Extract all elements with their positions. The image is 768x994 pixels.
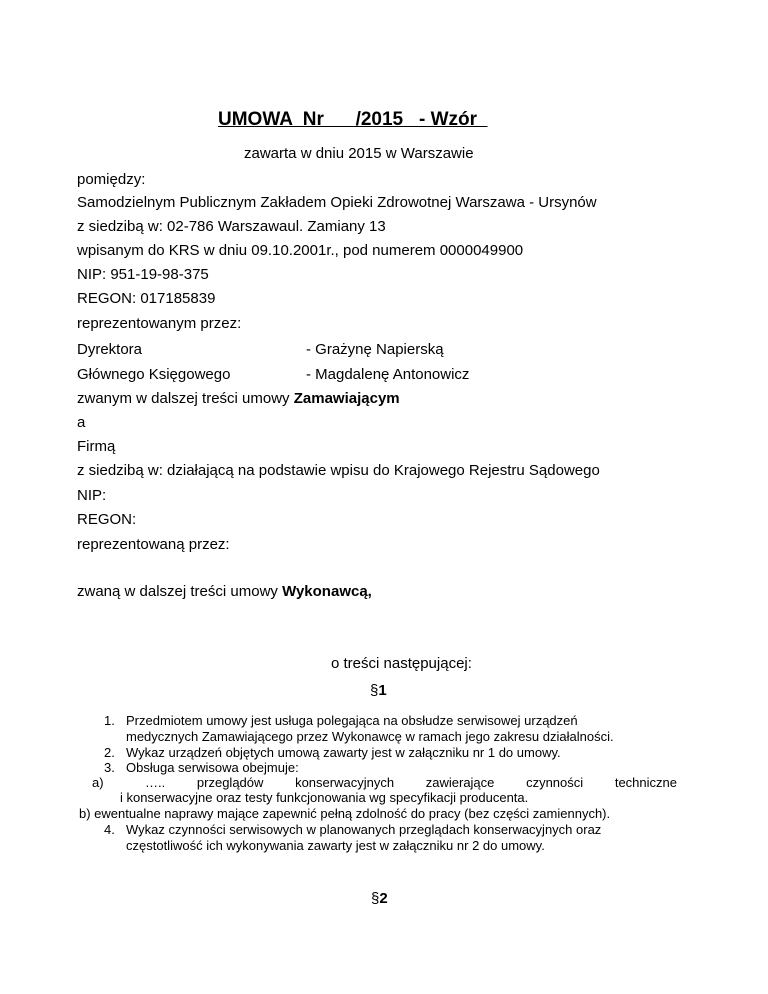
party1-name: Samodzielnym Publicznym Zakładem Opieki Zdrowotnej Warszawa - Ursynów (77, 194, 597, 211)
sub-a-word: przeglądów (196, 775, 264, 790)
party1-krs: wpisanym do KRS w dniu 09.10.2001r., pod numerem 0000049900 (77, 242, 524, 259)
section-symbol: § (370, 682, 379, 699)
section-number: 2 (379, 890, 388, 907)
party1-called (77, 390, 400, 407)
party1-regon: REGON: 017185839 (77, 290, 216, 307)
section-number: 1 (378, 682, 387, 699)
between-label: pomiędzy: (77, 171, 146, 188)
item1-line1: Przedmiotem umowy jest usługa polegająca na obsłudze serwisowej urządzeń (126, 713, 578, 728)
party1-called-prefix: zwanym w dalszej treści umowy (77, 390, 294, 407)
item4-number: 4. (104, 822, 115, 837)
sub-a-word: techniczne (614, 775, 677, 790)
item1-number: 1. (104, 713, 115, 728)
sub-a-label: a) (92, 775, 104, 790)
item3-text: Obsługa serwisowa obejmuje: (126, 760, 299, 775)
rep1-name: - Grażynę Napierską (306, 341, 444, 358)
party2-nip: NIP: (77, 487, 107, 504)
sub-a-word: zawierające (425, 775, 495, 790)
and-label: a (77, 414, 86, 431)
item4-line2: częstotliwość ich wykonywania zawarty jest w załączniku nr 2 do umowy. (126, 838, 545, 853)
sub-b: b) ewentualne naprawy mające zapewnić pełną zdolność do pracy (bez części zamiennych). (79, 806, 611, 821)
rep2-role: Głównego Księgowego (77, 366, 231, 383)
sub-a-line1 (145, 775, 677, 790)
section-symbol: § (371, 890, 380, 907)
party2-regon: REGON: (77, 511, 137, 528)
item2-number: 2. (104, 745, 115, 760)
document-subtitle: zawarta w dniu 2015 w Warszawie (244, 145, 474, 162)
item3-number: 3. (104, 760, 115, 775)
document-title: UMOWA Nr /2015 - Wzór (218, 109, 488, 130)
content-intro: o treści następującej: (331, 655, 472, 672)
party2-representation: reprezentowaną przez: (77, 536, 230, 553)
sub-a-word: ….. (145, 775, 166, 790)
rep1-role: Dyrektora (77, 341, 143, 358)
party2-called-prefix: zwaną w dalszej treści umowy (77, 583, 283, 600)
sub-a-line2: i konserwacyjne oraz testy funkcjonowania wg specyfikacji producenta. (120, 790, 529, 805)
party2-name: Firmą (77, 438, 116, 455)
rep2-name: - Magdalenę Antonowicz (306, 366, 470, 383)
sub-a-word: czynności (526, 775, 584, 790)
party1-representation: reprezentowanym przez: (77, 315, 242, 332)
party1-called-term: Zamawiającym (293, 390, 400, 407)
section1-heading (370, 682, 387, 699)
party2-called-term: Wykonawcą, (282, 583, 372, 600)
item1-line2: medycznych Zamawiającego przez Wykonawcę w ramach jego zakresu działalności. (126, 729, 614, 744)
section2-heading (371, 890, 388, 907)
party2-seat: z siedzibą w: działającą na podstawie wpisu do Krajowego Rejestru Sądowego (77, 462, 600, 479)
item4-line1: Wykaz czynności serwisowych w planowanych przeglądach konserwacyjnych oraz (126, 822, 602, 837)
sub-a-word: konserwacyjnych (295, 775, 395, 790)
item2-text: Wykaz urządzeń objętych umową zawarty jest w załączniku nr 1 do umowy. (126, 745, 561, 760)
party2-called (77, 583, 372, 600)
party1-seat: z siedzibą w: 02-786 Warszawaul. Zamiany 13 (77, 218, 386, 235)
party1-nip: NIP: 951-19-98-375 (77, 266, 209, 283)
